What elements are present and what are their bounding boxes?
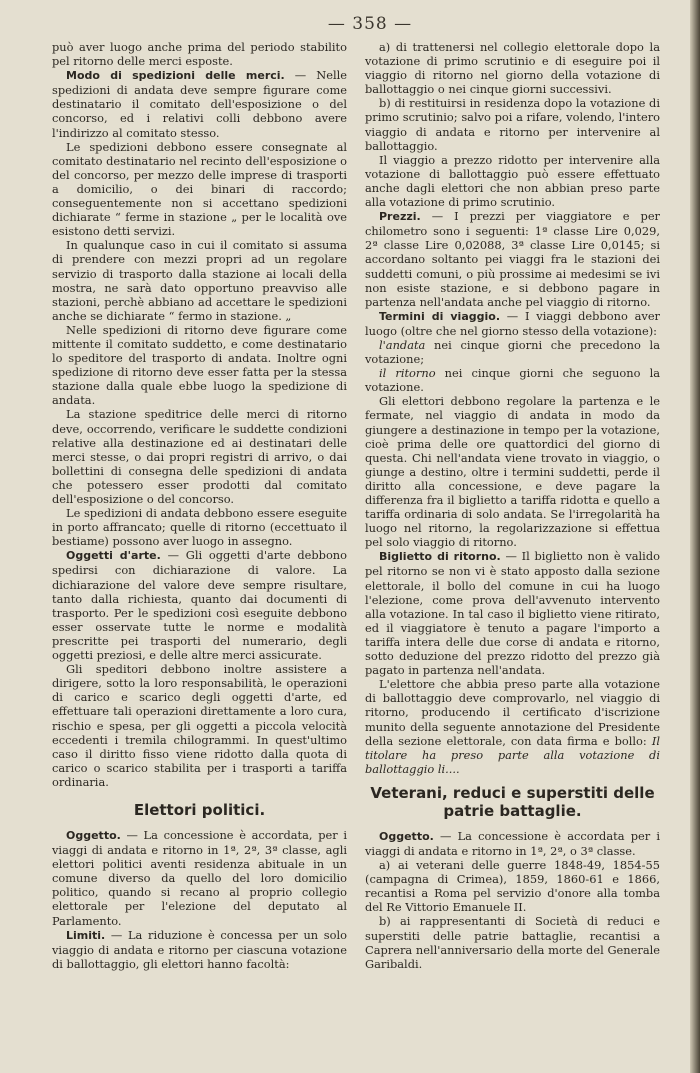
paragraph-text: — I prezzi per viaggiatore e per chilometro sono i seguenti: 1ª classe Lire 0,029, 2ª classe Lire 0,02088, 3ª classe Lire 0,0145; si accordano soltanto pei viaggi fra le stazioni dei suddetti comuni, o più prossime ai medesimi se ivi non esiste stazione, e si debbono pagare in partenza nell'andata anche pel viaggio di ritorno.: [365, 209, 660, 309]
paragraph: Le spedizioni debbono essere consegnate al comitato destinatario nel recinto dell'esposizione o del concorso, per mezzo delle imprese di trasporti a domicilio, o dei binari di raccordo; conseguentemente non si accettano spedizioni dichiarate “ ferme in stazione „ per le località ove esistono detti servizi.: [52, 139, 347, 239]
right-column: [365, 40, 660, 971]
paragraph-heading: Limiti.: [66, 928, 106, 942]
paragraph: [365, 829, 660, 858]
paragraph: [52, 68, 347, 139]
paragraph-text: nei cinque giorni che precedono la votazione;: [365, 337, 660, 367]
emphasis: l'andata: [379, 337, 426, 352]
paragraph: [52, 928, 347, 971]
paragraph: a) ai veterani delle guerre 1848-49, 1854-55 (campagna di Crimea), 1859, 1860-61 e 1866, recantisi a Roma pel servizio d'onore alla tomba del Re Vittorio Emanuele II.: [365, 858, 660, 915]
paragraph-text: — La concessione è accordata per i viaggi di andata e ritorno in 1ª, 2ª, o 3ª classe.: [365, 828, 660, 858]
paragraph: [365, 309, 660, 338]
paragraph: Le spedizioni di andata debbono essere eseguite in porto affrancato; quelle di ritorno (eccettuato il bestiame) possono aver luogo in assegno.: [52, 506, 347, 549]
paragraph-heading: Modo di spedizioni delle merci.: [66, 69, 285, 83]
paragraph-text: nei cinque giorni che seguono la votazione.: [365, 366, 660, 395]
paragraph: Gli elettori debbono regolare la partenza e le fermate, nel viaggio di andata in modo da giungere a destinazione in tempo per la votazione, cioè prima delle ore quattordici del giorno di questa. Chi nell'andata viene trovato in viaggio, o giunge a destino, oltre i termini suddetti, perde il diritto alla concessione, e deve pagare la differenza fra il biglietto a tariffa ridotta e quello a tariffa ordinaria di solo andata. Se l'irregolarità ha luogo nel ritorno, la regolarizzazione si effettua pel solo viaggio di ritorno.: [365, 394, 660, 550]
paragraph: a) di trattenersi nel collegio elettorale dopo la votazione di primo scrutinio e di eseguire poi il viaggio di ritorno nel giorno della votazione di ballottaggio o nei cinque giorni successivi.: [365, 40, 660, 97]
paragraph-heading: Oggetto.: [66, 828, 121, 842]
paragraph: b) di restituirsi in residenza dopo la votazione di primo scrutinio; salvo poi a rifare, volendo, l'intero viaggio di andata e ritorno per intervenire al ballottaggio.: [365, 96, 660, 153]
paragraph-text: — La riduzione è concessa per un solo viaggio di andata e ritorno per ciascuna votazione di ballottaggio, gli elettori hanno facoltà:: [52, 927, 347, 971]
paragraph-heading: Termini di viaggio.: [379, 309, 501, 323]
section-title: Veterani, reduci e superstiti delle patrie battaglie.: [370, 783, 655, 820]
emphasis: Il titolare ha preso parte alla votazione di ballottaggio li....: [365, 733, 660, 776]
paragraph-text: — Nelle spedizioni di andata deve sempre figurare come destinatario il comitato dell'esposizione o del concorso, ed i relativi colli debbono avere l'indirizzo al comitato stesso.: [52, 68, 347, 140]
paragraph: Il viaggio a prezzo ridotto per intervenire alla votazione di ballottaggio può essere effettuato anche dagli elettori che non abbian preso parte alla votazione di primo scrutinio.: [365, 152, 660, 210]
paragraph-text: — I viaggi debbono aver luogo (oltre che nel giorno stesso della votazione):: [365, 308, 660, 338]
paragraph: [365, 677, 660, 776]
text-columns: [52, 40, 688, 971]
paragraph-heading: Oggetto.: [379, 829, 434, 843]
paragraph: Gli speditori debbono inoltre assistere a dirigere, sotto la loro responsabilità, le operazioni di carico e scarico degli oggetti d'arte, ed effettuare tali operazioni direttamente a loro cura, rischio e spesa, per gli oggetti a piccola velocità eccedenti i tremila chilogrammi. In quest'ultimo caso il diritto fisso viene ridotto dalla quota di carico o scarico stabilita per i trasporti a tariffa ordinaria.: [52, 662, 347, 789]
paragraph: [365, 366, 660, 394]
paragraph: In qualunque caso in cui il comitato si assuma di prendere con mezzi propri ad un regolare servizio di trasporto dalla stazione ai locali della mostra, ne sarà dato opportuno preavviso alle stazioni, perchè abbiano ad accettare le spedizioni anche se dichiarate “ fermo in stazione. „: [52, 238, 347, 323]
paragraph-heading: Oggetti d'arte.: [66, 549, 161, 563]
paragraph: [365, 209, 660, 309]
paragraph: [52, 828, 347, 928]
paragraph-heading: Biglietto di ritorno.: [379, 550, 501, 564]
paragraph: [365, 549, 660, 677]
page-spine-shadow: [690, 0, 700, 1073]
paragraph: Nelle spedizioni di ritorno deve figurare come mittente il comitato suddetto, e come destinatario lo speditore del trasporto di andata. Inoltre ogni spedizione di ritorno deve esser fatta per la stessa stazione dalla quale ebbe luogo la spedizione di andata.: [52, 322, 347, 408]
paragraph: [52, 548, 347, 662]
paragraph-text: — La concessione è accordata, per i viaggi di andata e ritorno in 1ª, 2ª, 3ª classe, agli elettori politici aventi residenza abituale in un comune diverso da quello del loro domicilio politico, quando si recano al proprio collegio elettorale per l'elezione del deputato al Parlamento.: [52, 827, 347, 928]
paragraph-text: — Il biglietto non è valido pel ritorno se non vi è stato apposto dalla sezione elettorale, il bollo del comune in cui ha luogo l'elezione, come prova dell'avvenuto intervento alla votazione. In tal caso il biglietto viene ritirato, ed il viaggiatore è tenuto a pagare l'importo a tariffa intera delle due corse di andata e ritorno, sotto deduzione del prezzo ridotto del prezzo già pagato in partenza nell'andata.: [365, 549, 660, 678]
paragraph: [365, 338, 660, 366]
paragraph: può aver luogo anche prima del periodo stabilito pel ritorno delle merci esposte.: [52, 40, 347, 69]
page-number: — 358 —: [327, 14, 413, 34]
left-column: [52, 40, 347, 971]
paragraph-text: L'elettore che abbia preso parte alla votazione di ballottaggio deve comprovarlo, nel viaggio di ritorno, producendo il certificato d'iscrizione munito della seguente annotazione del Presidente della sezione elettorale, con data firma e bollo:: [365, 677, 660, 748]
paragraph: La stazione speditrice delle merci di ritorno deve, occorrendo, verificare le suddette condizioni relative alla destinazione ed ai destinatari delle merci stesse, o dai propri registri di arrivo, o dai bollettini di consegna delle spedizioni di andata che potessero esser prodotti dal comitato dell'esposizione o del concorso.: [52, 407, 347, 506]
section-title: Elettori politici.: [133, 800, 266, 819]
emphasis: il ritorno: [379, 366, 436, 381]
paragraph-heading: Prezzi.: [379, 210, 421, 224]
paragraph-text: — Gli oggetti d'arte debbono spedirsi con dichiarazione di valore. La dichiarazione del valore deve sempre risultare, tanto dalla richiesta, quanto dai documenti di trasporto. Per le spedizioni così eseguite debbono esser osservate tutte le norme e modalità prescritte pei trasporti del numerario, degli oggetti preziosi, e delle altre merci assicurate.: [52, 548, 347, 663]
paragraph: b) ai rappresentanti di Società di reduci e superstiti delle patrie battaglie, recantisi a Caprera nell'anniversario della morte del Generale Garibaldi.: [365, 914, 660, 971]
